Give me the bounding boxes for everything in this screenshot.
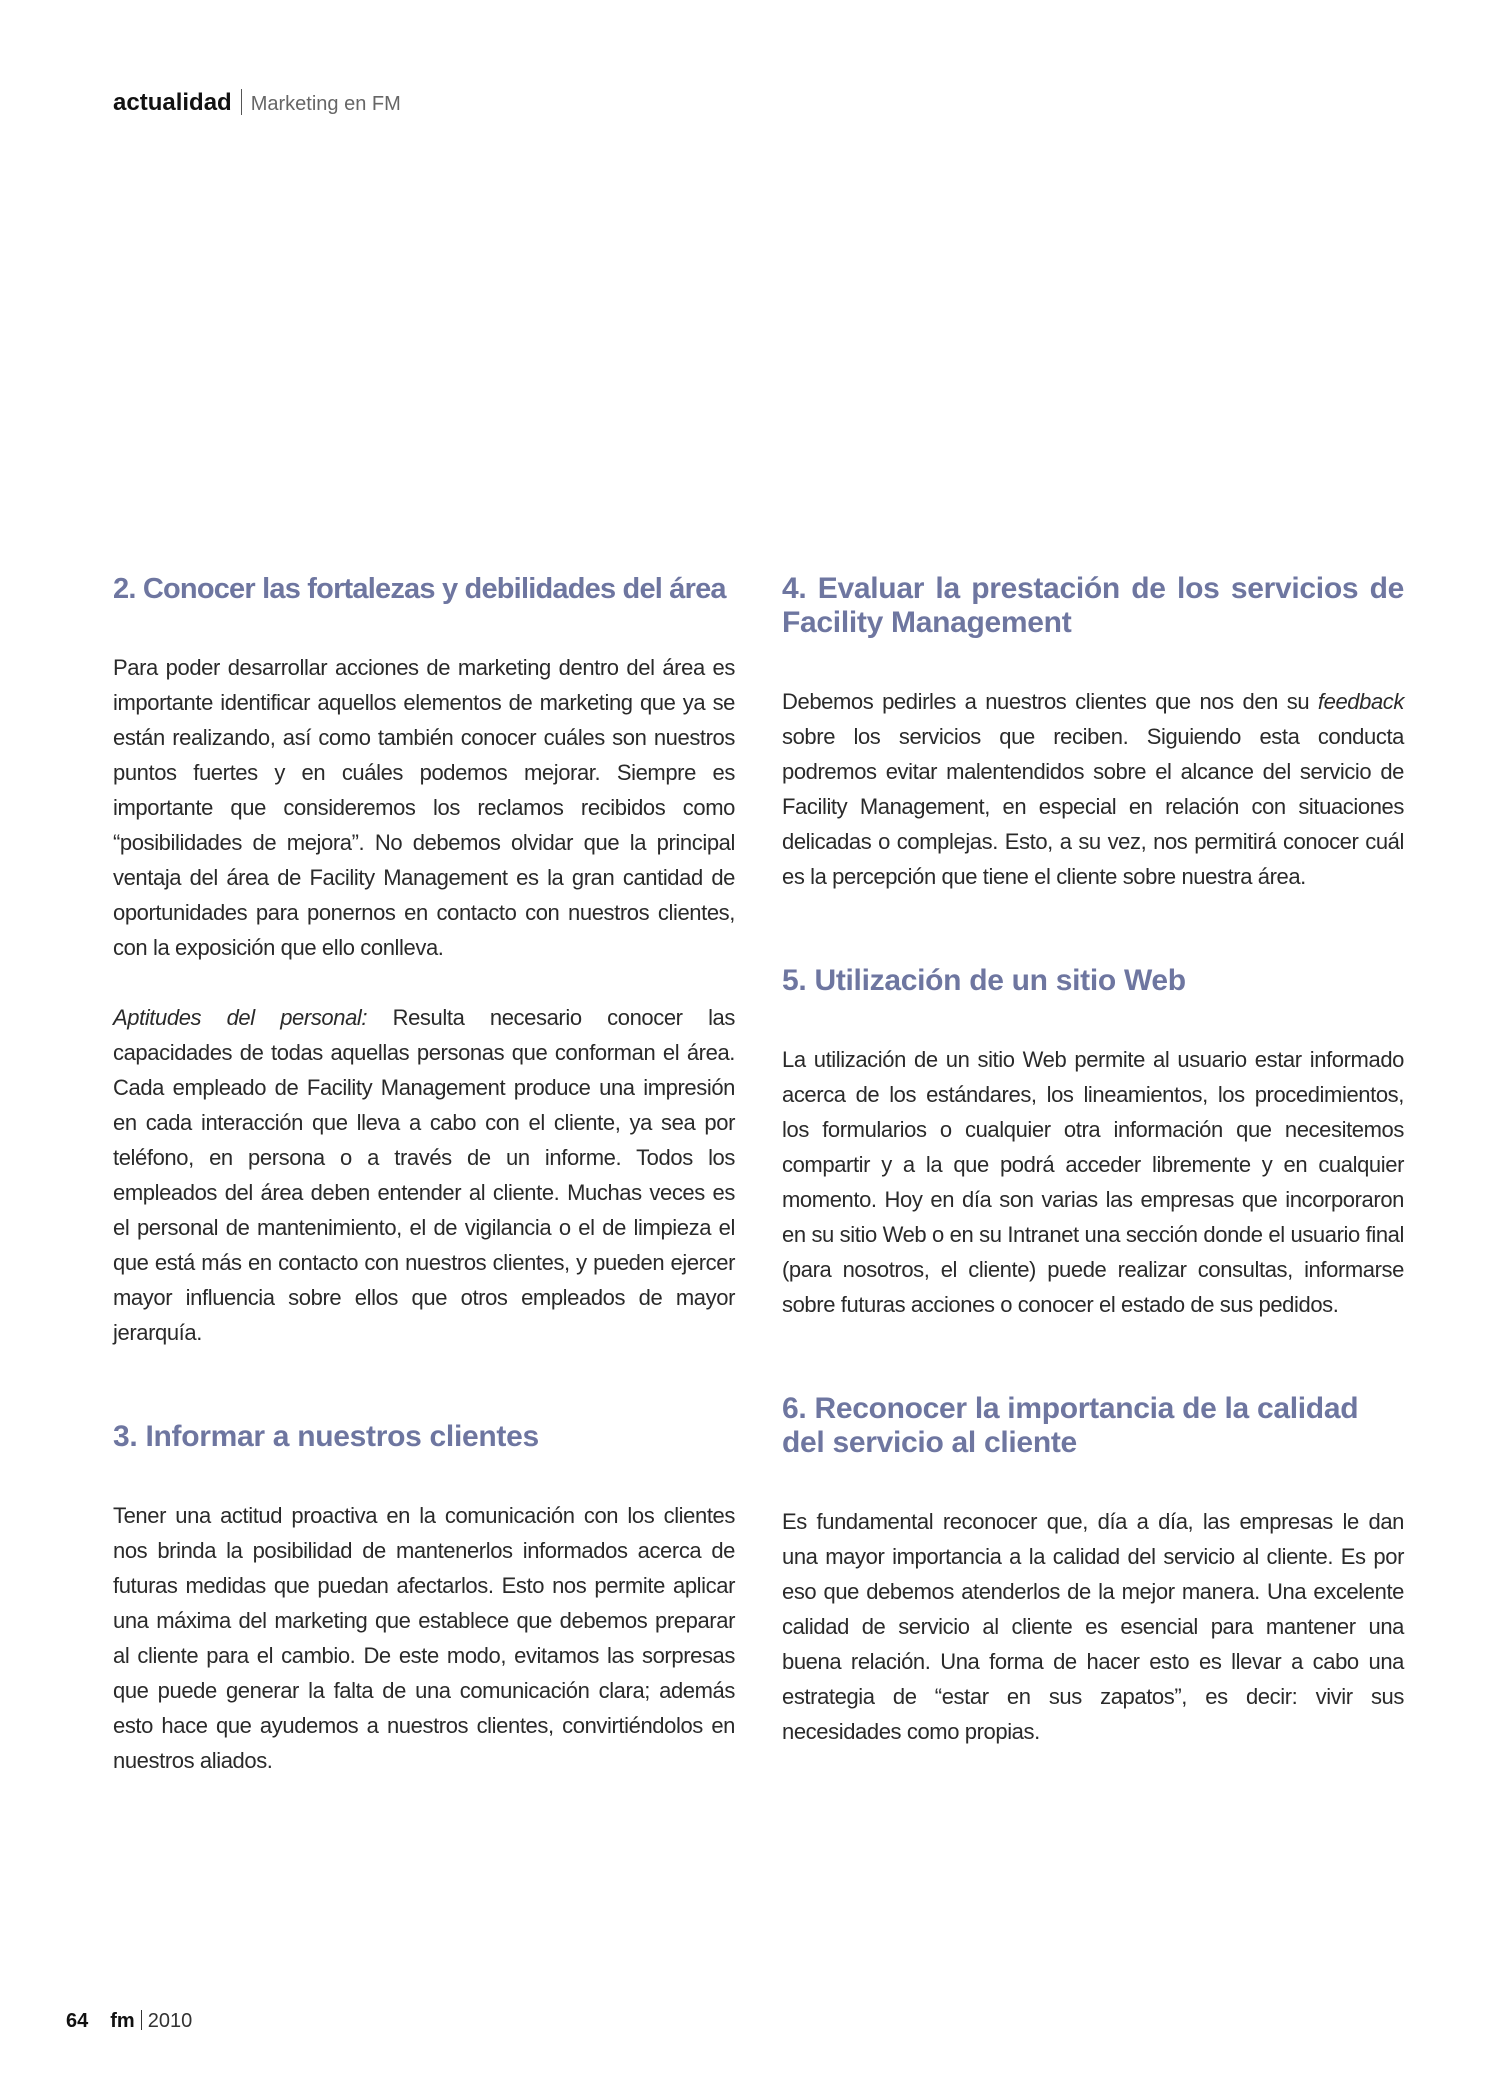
- feedback-text-a: Debemos pedirles a nuestros clientes que nos den su: [782, 689, 1318, 714]
- section-2-title: 2. Conocer las fortalezas y debilidades del área: [113, 573, 726, 605]
- right-column: [782, 572, 1404, 1749]
- section-2-paragraph-1: Para poder desarrollar acciones de marketing dentro del área es importante identificar aquellos elementos de marketing que ya se están realizando, así como también conocer cuáles son nuestros puntos fuertes y en cuáles podemos mejorar. Siempre es importante que consideremos los reclamos recibidos como “posibilidades de mejora”. No debemos olvidar que la principal ventaja del área de Facility Management es la gran cantidad de oportunidades para ponernos en contacto con nuestros clientes, con la exposición que ello conlleva.: [113, 655, 735, 960]
- subsection-name: Marketing en FM: [250, 93, 401, 115]
- section-6-title: 6. Reconocer la importancia de la calidad del servicio al cliente: [782, 1392, 1359, 1459]
- running-header: [113, 88, 401, 119]
- section-5-title: 5. Utilización de un sitio Web: [782, 964, 1186, 997]
- aptitudes-lead: Aptitudes del personal:: [113, 1005, 368, 1030]
- section-3-paragraph-1: Tener una actitud proactiva en la comunicación con los clientes nos brinda la posibilidad de mantenerlos informados acerca de futuras medidas que puedan afectarlos. Esto nos permite aplicar una máxima del marketing que establece que debemos preparar al cliente para el cambio. De este modo, evitamos las sorpresas que puede generar la falta de una comunicación clara; además esto hace que ayudemos a nuestros clientes, convirtiéndolos en nuestros aliados.: [113, 1503, 735, 1773]
- section-4-paragraph-1: [782, 684, 1404, 894]
- footer-divider: [141, 2010, 142, 2030]
- aptitudes-text: Resulta necesario conocer las capacidades de todas aquellas personas que conforman el área. Cada empleado de Facility Management produce una impresión en cada interacción que lleva a cabo con el cliente, ya sea por teléfono, en persona o a través de un informe. Todos los empleados del área deben entender al cliente. Muchas veces es el personal de mantenimiento, el de vigilancia o el de limpieza el que está más en contacto con nuestros clientes, y pueden ejercer mayor influencia sobre ellos que otros empleados de mayor jerarquía.: [113, 1005, 735, 1345]
- header-divider: [241, 89, 242, 115]
- section-5-paragraph-1: La utilización de un sitio Web permite al usuario estar informado acerca de los estándares, los lineamientos, los procedimientos, los formularios o cualquier otra información que necesitemos compartir y a la que podrá acceder libremente y en cualquier momento. Hoy en día son varias las empresas que incorporaron en su sitio Web o en su Intranet una sección donde el usuario final (para nosotros, el cliente) puede realizar consultas, informarse sobre futuras acciones o conocer el estado de sus pedidos.: [782, 1047, 1404, 1317]
- feedback-term: feedback: [1317, 689, 1404, 714]
- feedback-text-b: sobre los servicios que reciben. Siguiendo esta conducta podremos evitar malentendidos sobre el alcance del servicio de Facility Management, en especial en relación con situaciones delicadas o complejas. Esto, a su vez, nos permitirá conocer cuál es la percepción que tiene el cliente sobre nuestra área.: [782, 724, 1404, 889]
- section-4-title: 4. Evaluar la prestación de los servicios de Facility Management: [782, 572, 1404, 639]
- section-2-paragraph-2: [113, 1000, 735, 1350]
- issue-year: 2010: [147, 2010, 193, 2032]
- page-footer: [66, 2008, 192, 2034]
- section-3-title: 3. Informar a nuestros clientes: [113, 1420, 539, 1453]
- page-number: 64: [66, 2010, 89, 2032]
- magazine-name: fm: [110, 2010, 135, 2032]
- left-column: [113, 572, 735, 1778]
- section-6-paragraph-1: Es fundamental reconocer que, día a día, las empresas le dan una mayor importancia a la calidad del servicio al cliente. Es por eso que debemos atenderlos de la mejor manera. Una excelente calidad de servicio al cliente es esencial para mantener una buena relación. Una forma de hacer esto es llevar a cabo una estrategia de “estar en sus zapatos”, es decir: vivir sus necesidades como propias.: [782, 1509, 1404, 1744]
- section-name: actualidad: [113, 89, 232, 116]
